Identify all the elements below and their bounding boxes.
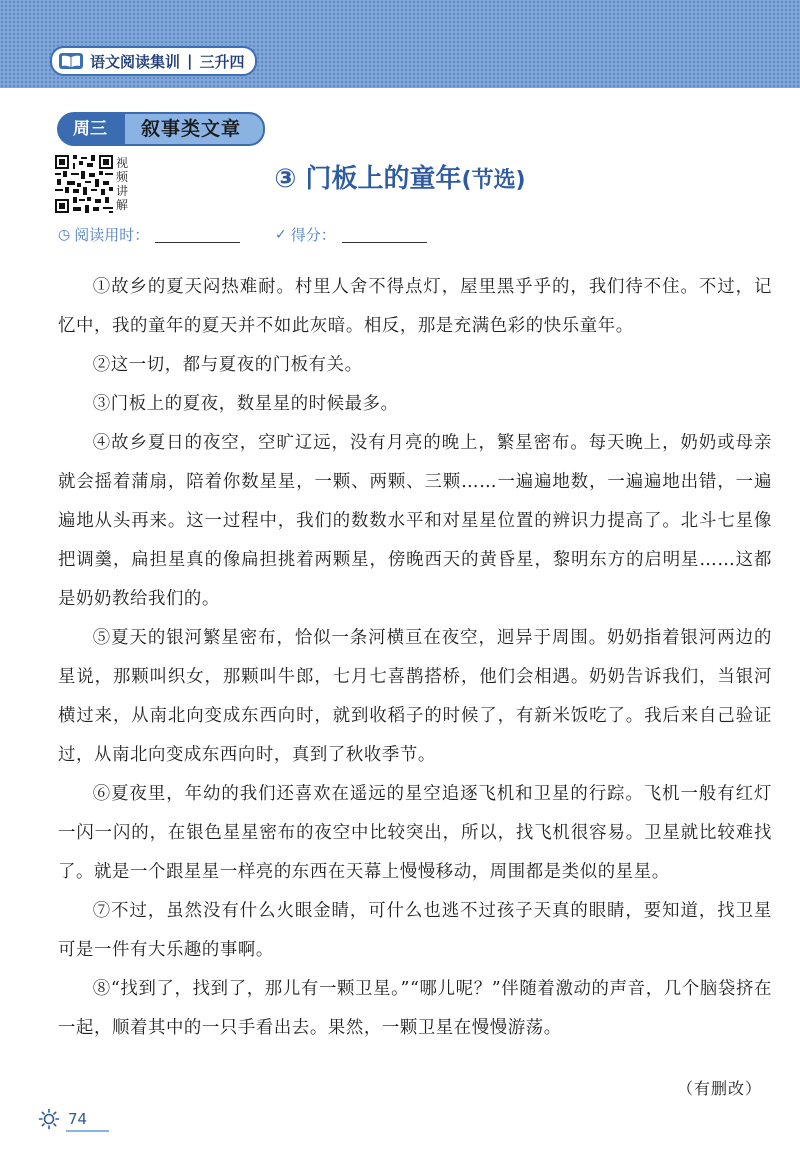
book-icon — [58, 52, 84, 70]
qr-label-char: 频 — [116, 170, 129, 184]
badge-divider: | — [187, 52, 193, 70]
check-circle-icon: ✓ — [275, 226, 287, 243]
paragraph: ⑤夏天的银河繁星密布，恰似一条河横亘在夜空，迥异于周围。奶奶指着银河两边的星说，那颗叫织女，那颗叫牛郎，七月七喜鹊搭桥，他们会相遇。奶奶告诉我们，当银河横过来，从南北向变成东西向时，就到收稻子的时候了，有新米饭吃了。我后来自己验证过，从南北向变成东西向时，真到了秋收季节。 — [58, 628, 772, 765]
score-field — [275, 224, 427, 245]
reading-time-label: 阅读用时： — [74, 226, 150, 244]
section-name: 叙事类文章 — [113, 112, 265, 146]
clock-icon: ◷ — [58, 226, 71, 243]
paragraph: ①故乡的夏天闷热难耐。村里人舍不得点灯，屋里黑乎乎的，我们待不住。不过，记忆中，我的童年的夏天并不如此灰暗。相反，那是充满色彩的快乐童年。 — [58, 277, 772, 336]
qr-label-char: 视 — [116, 156, 129, 170]
grade-label: 三升四 — [199, 52, 245, 71]
paragraph: ④故乡夏日的夜空，空旷辽远，没有月亮的晚上，繁星密布。每天晚上，奶奶或母亲就会摇着蒲扇，陪着你数星星，一颗、两颗、三颗……一遍遍地数，一遍遍地出错，一遍遍地从头再来。这一过程中，我们的数数水平和对星星位置的辨识力提高了。北斗七星像把调羹，扁担星真的像扁担挑着两颗星，傍晚西天的黄昏星，黎明东方的启明星……这都是奶奶教给我们的。 — [58, 433, 772, 609]
article-title — [0, 158, 800, 195]
article-body — [58, 268, 772, 1048]
sun-icon — [38, 1108, 60, 1134]
page-footer — [38, 1108, 109, 1134]
paragraph: ②这一切，都与夏夜的门板有关。 — [92, 355, 363, 375]
paragraph: ⑧“找到了，找到了，那儿有一颗卫星。”“哪儿呢？”伴随着激动的声音，几个脑袋挤在一起，顺着其中的一只手看出去。果然，一颗卫星在慢慢游荡。 — [58, 979, 772, 1038]
qr-label-char: 讲 — [116, 184, 129, 198]
section-day: 周三 — [57, 112, 125, 146]
article-title-text: ③ 门板上的童年 — [274, 164, 462, 194]
series-badge — [50, 46, 257, 76]
reading-time-field — [58, 224, 240, 245]
score-label: 得分： — [290, 226, 336, 244]
reading-time-blank[interactable] — [155, 226, 240, 243]
score-blank[interactable] — [342, 226, 427, 243]
paragraph: ⑥夏夜里，年幼的我们还喜欢在遥远的星空追逐飞机和卫星的行踪。飞机一般有红灯一闪一闪的，在银色星星密布的夜空中比较突出，所以，找飞机很容易。卫星就比较难找了。就是一个跟星星一样亮的东西在天幕上慢慢移动，周围都是类似的星星。 — [58, 784, 772, 882]
paragraph: ⑦不过，虽然没有什么火眼金睛，可什么也逃不过孩子天真的眼睛，要知道，找卫星可是一件有大乐趣的事啊。 — [58, 901, 772, 960]
series-title: 语文阅读集训 — [90, 52, 181, 71]
article-title-note: (节选) — [461, 168, 526, 193]
qr-label-char: 解 — [116, 198, 129, 212]
page-number: 74 — [66, 1110, 109, 1132]
paragraph: ③门板上的夏夜，数星星的时候最多。 — [92, 394, 399, 414]
source-note: （有删改） — [676, 1079, 762, 1098]
top-banner — [0, 0, 800, 88]
section-tag — [57, 112, 265, 146]
